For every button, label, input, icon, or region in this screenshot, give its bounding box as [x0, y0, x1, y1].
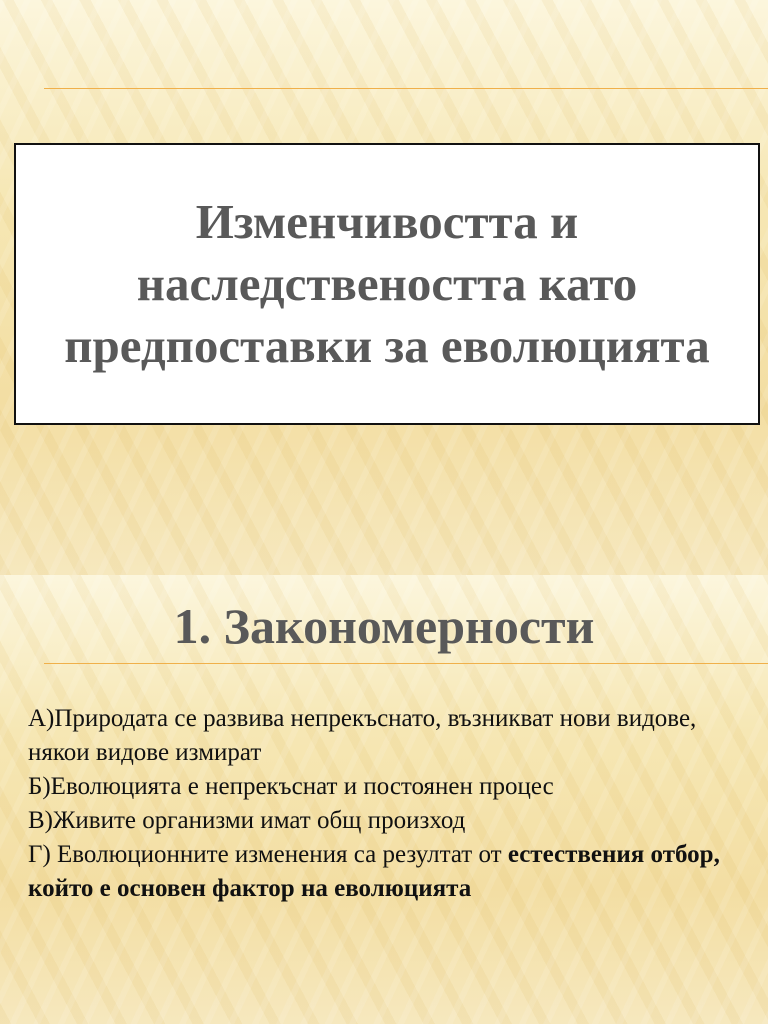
section-heading: 1. Закономерности: [173, 598, 595, 654]
slide-title-text: Изменчивостта и наследствеността като предпоставки за еволюцията: [64, 194, 710, 373]
point-text: В)Живите организми имат общ произход: [28, 807, 466, 834]
point-text: Б)Еволюцията е непрекъснат и постоянен процес: [28, 773, 554, 800]
list-item: [28, 804, 748, 838]
points-list: [28, 702, 748, 906]
point-bold-text: естествения отбор, който е основен фактор на еволюцията: [28, 841, 720, 902]
decorative-rule: [44, 88, 768, 89]
list-item: [28, 770, 748, 804]
list-item: [28, 702, 748, 770]
list-item: [28, 838, 748, 906]
point-text: Г) Еволюционните изменения са резултат от: [28, 841, 508, 868]
title-box: [14, 143, 760, 425]
decorative-rule: [44, 663, 768, 664]
point-text: А)Природата се развива непрекъснато, възникват нови видове, някои видове измират: [28, 705, 697, 766]
slide-content: [0, 575, 768, 1024]
